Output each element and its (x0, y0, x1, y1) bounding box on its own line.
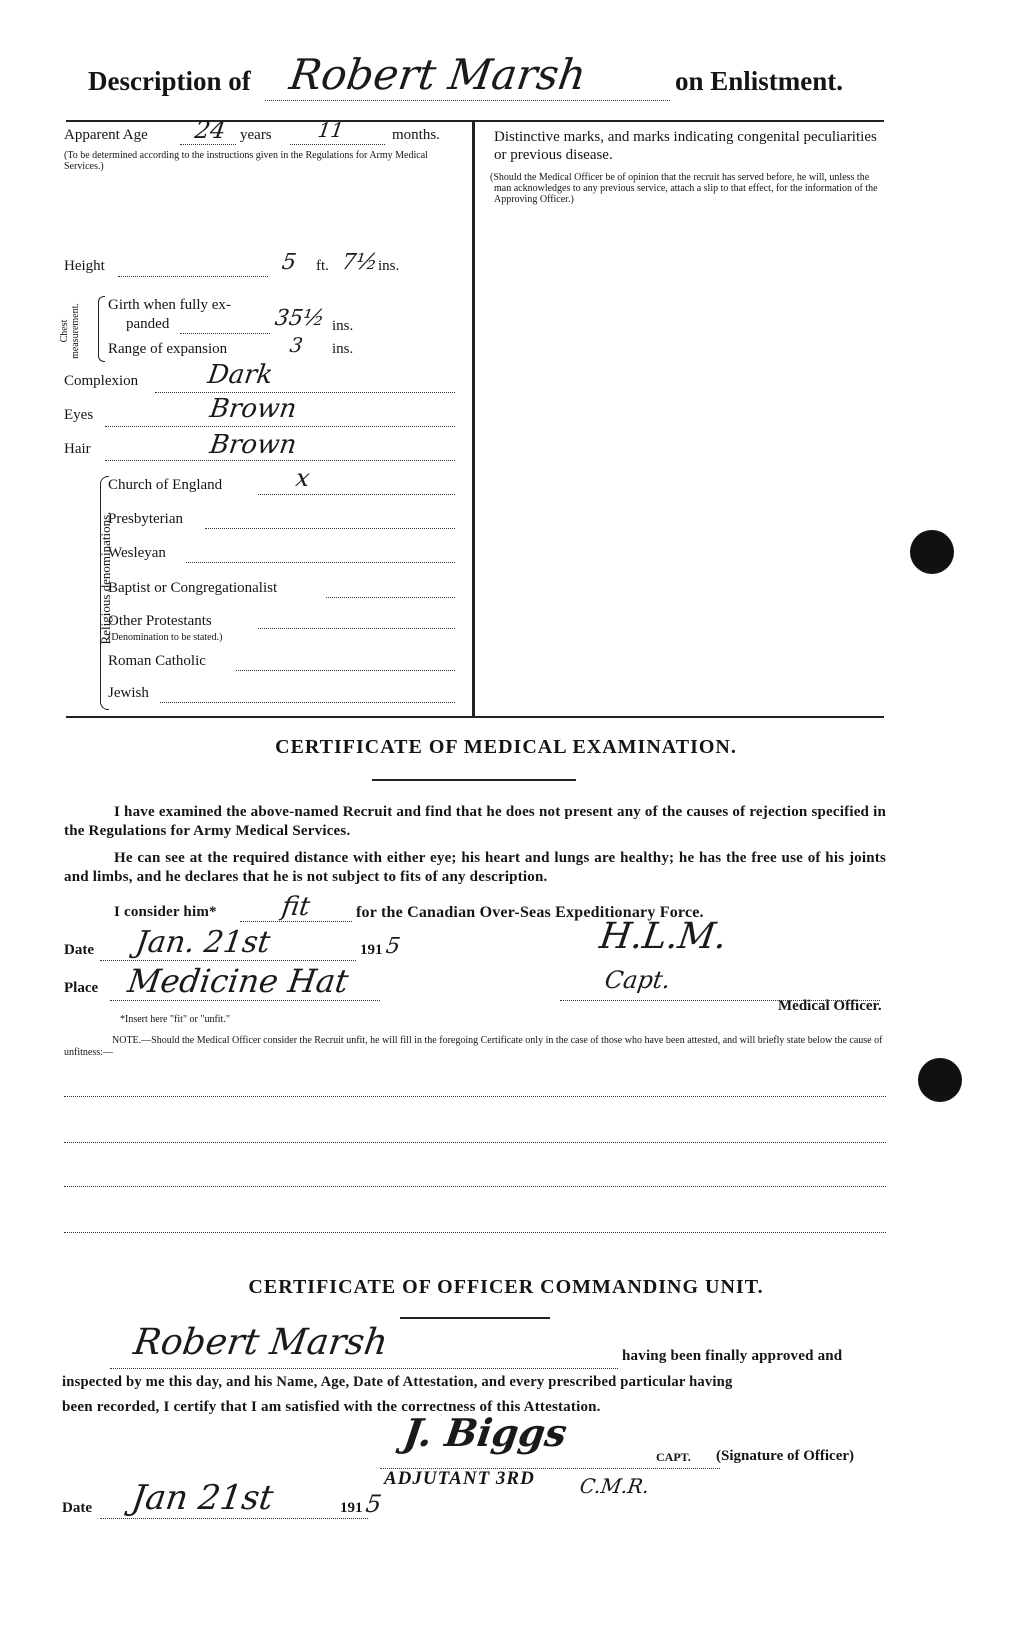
unfitness-line (64, 1142, 886, 1143)
religion-item: Wesleyan (108, 545, 166, 561)
insert-note: *Insert here "fit" or "unfit." (120, 1014, 230, 1025)
column-divider (472, 122, 475, 716)
eyes-line (105, 426, 455, 427)
medical-year-digit: 5 (384, 934, 402, 959)
complexion-label: Complexion (64, 373, 139, 389)
girth-ins-label: ins. (332, 318, 354, 334)
girth-value: 35½ (273, 306, 327, 331)
religion-note: (Denomination to be stated.) (108, 632, 223, 643)
ft-label: ft. (316, 258, 329, 274)
medical-place-value: Medicine Hat (125, 962, 351, 1000)
commanding-capt: CAPT. (656, 1450, 691, 1464)
age-months-line (290, 144, 385, 145)
commanding-title: CERTIFICATE OF OFFICER COMMANDING UNIT. (248, 1276, 764, 1298)
religion-line (258, 628, 455, 629)
hair-line (105, 460, 455, 461)
complexion-line (155, 392, 455, 393)
commanding-name-line (110, 1368, 618, 1369)
punch-hole (910, 530, 954, 574)
religion-line (236, 670, 455, 671)
medical-date-line (100, 960, 356, 961)
girth-label-2: panded (126, 316, 170, 332)
religion-item: Church of England (108, 477, 223, 493)
consider-suffix: for the Canadian Over-Seas Expeditionary Force. (356, 904, 704, 921)
height-ft: 5 (280, 250, 298, 275)
punch-hole (918, 1058, 962, 1102)
medical-para-1: I have examined the above-named Recruit and find that he does not present any of the causes of rejection specified in the Regulations for Army Medical Services. (64, 804, 886, 839)
top-rule (66, 120, 884, 122)
height-label: Height (64, 258, 105, 274)
commanding-line3: been recorded, I certify that I am satisfied with the correctness of this Attestation. (62, 1399, 601, 1415)
religion-item: Jewish (108, 685, 149, 701)
religion-line (205, 528, 455, 529)
commanding-date-label: Date (62, 1500, 92, 1516)
age-label: Apparent Age (64, 127, 148, 143)
distinctive-marks-note: (Should the Medical Officer be of opinion that the recruit has served before, he will, unless the man acknowledges to any previous service, attach a slip to that effect, for the information of the Approving Officer.) (490, 172, 878, 205)
unfitness-line (64, 1232, 886, 1233)
religion-item: Baptist or Congregationalist (108, 580, 278, 596)
girth-label-1: Girth when fully ex- (108, 297, 231, 313)
ins-label: ins. (378, 258, 400, 274)
commanding-year-printed: 191 (340, 1500, 363, 1516)
header-prefix: Description of (88, 66, 251, 96)
range-ins-label: ins. (332, 341, 354, 357)
range-label: Range of expansion (108, 341, 228, 357)
consider-value: fit (279, 892, 312, 922)
age-years-line (180, 144, 236, 145)
religion-line (258, 494, 455, 495)
complexion-value: Dark (205, 360, 275, 390)
chest-side-label: Chest measurement. (59, 303, 81, 359)
religion-item: Other Protestants (108, 613, 212, 629)
medical-title: CERTIFICATE OF MEDICAL EXAMINATION. (275, 736, 737, 758)
mid-rule (66, 716, 884, 718)
range-value: 3 (288, 333, 305, 357)
medical-place-label: Place (64, 980, 99, 996)
religion-mark: x (294, 464, 312, 492)
months-label: months. (392, 127, 440, 143)
religion-item: Presbyterian (108, 511, 183, 527)
medical-note: NOTE.—Should the Medical Officer consider the Recruit unfit, he will fill in the foregoing Certificate only in the case of those who have been attested, and will briefly state below the cause of unfitness:— (64, 1035, 883, 1058)
header-name-line (265, 100, 670, 101)
height-in: 7½ (340, 250, 380, 275)
commanding-year-digit: 5 (364, 1490, 384, 1518)
hair-value: Brown (207, 430, 299, 460)
eyes-label: Eyes (64, 407, 94, 423)
medical-date-label: Date (64, 942, 94, 958)
medical-place-line (110, 1000, 380, 1001)
commanding-sig-label: (Signature of Officer) (716, 1448, 855, 1464)
medical-para-2: He can see at the required distance with either eye; his heart and lungs are healthy; he has the free use of his joints and limbs, and he declares that he is not subject to fits of any description. (64, 850, 886, 885)
unfitness-line (64, 1096, 886, 1097)
commanding-date-value: Jan 21st (129, 1478, 276, 1518)
height-line (118, 276, 268, 277)
medical-title-rule (372, 779, 576, 781)
unfitness-line (64, 1186, 886, 1187)
religion-line (160, 702, 455, 703)
commanding-signature: J. Biggs (400, 1410, 570, 1455)
header-suffix: on Enlistment. (675, 66, 844, 96)
consider-prefix: I consider him* (114, 904, 217, 920)
medical-rank: Capt. (603, 966, 673, 994)
medical-officer-label: Medical Officer. (778, 998, 882, 1014)
religion-line (186, 562, 455, 563)
consider-line (240, 921, 352, 922)
hair-label: Hair (64, 441, 91, 457)
age-months: 11 (316, 118, 346, 142)
age-years: 24 (193, 116, 228, 144)
religion-side-label: Religious denominations. (98, 511, 113, 645)
commanding-line2: inspected by me this day, and his Name, Age, Date of Attestation, and every prescribed particular having (62, 1374, 733, 1390)
commanding-unit: C.M.R. (578, 1474, 651, 1498)
commanding-line1-suffix: having been finally approved and (622, 1348, 843, 1364)
commanding-date-line (100, 1518, 368, 1519)
medical-date-value: Jan. 21st (133, 925, 273, 960)
medical-year-printed: 191 (360, 942, 383, 958)
commanding-stamp: ADJUTANT 3RD (384, 1468, 535, 1489)
commanding-title-rule (400, 1317, 550, 1319)
age-note: (To be determined according to the instructions given in the Regulations for Army Medical Services.) (64, 150, 428, 172)
religion-line (326, 597, 455, 598)
header-name: Robert Marsh (286, 50, 590, 99)
chest-bracket (98, 296, 105, 362)
girth-line (180, 333, 270, 334)
commanding-name-value: Robert Marsh (131, 1322, 391, 1363)
years-label: years (240, 127, 272, 143)
distinctive-marks-heading: Distinctive marks, and marks indicating congenital peculiarities or previous disease. (494, 129, 877, 163)
medical-signature: H.L.M. (597, 916, 730, 957)
religion-item: Roman Catholic (108, 653, 206, 669)
eyes-value: Brown (207, 394, 299, 424)
